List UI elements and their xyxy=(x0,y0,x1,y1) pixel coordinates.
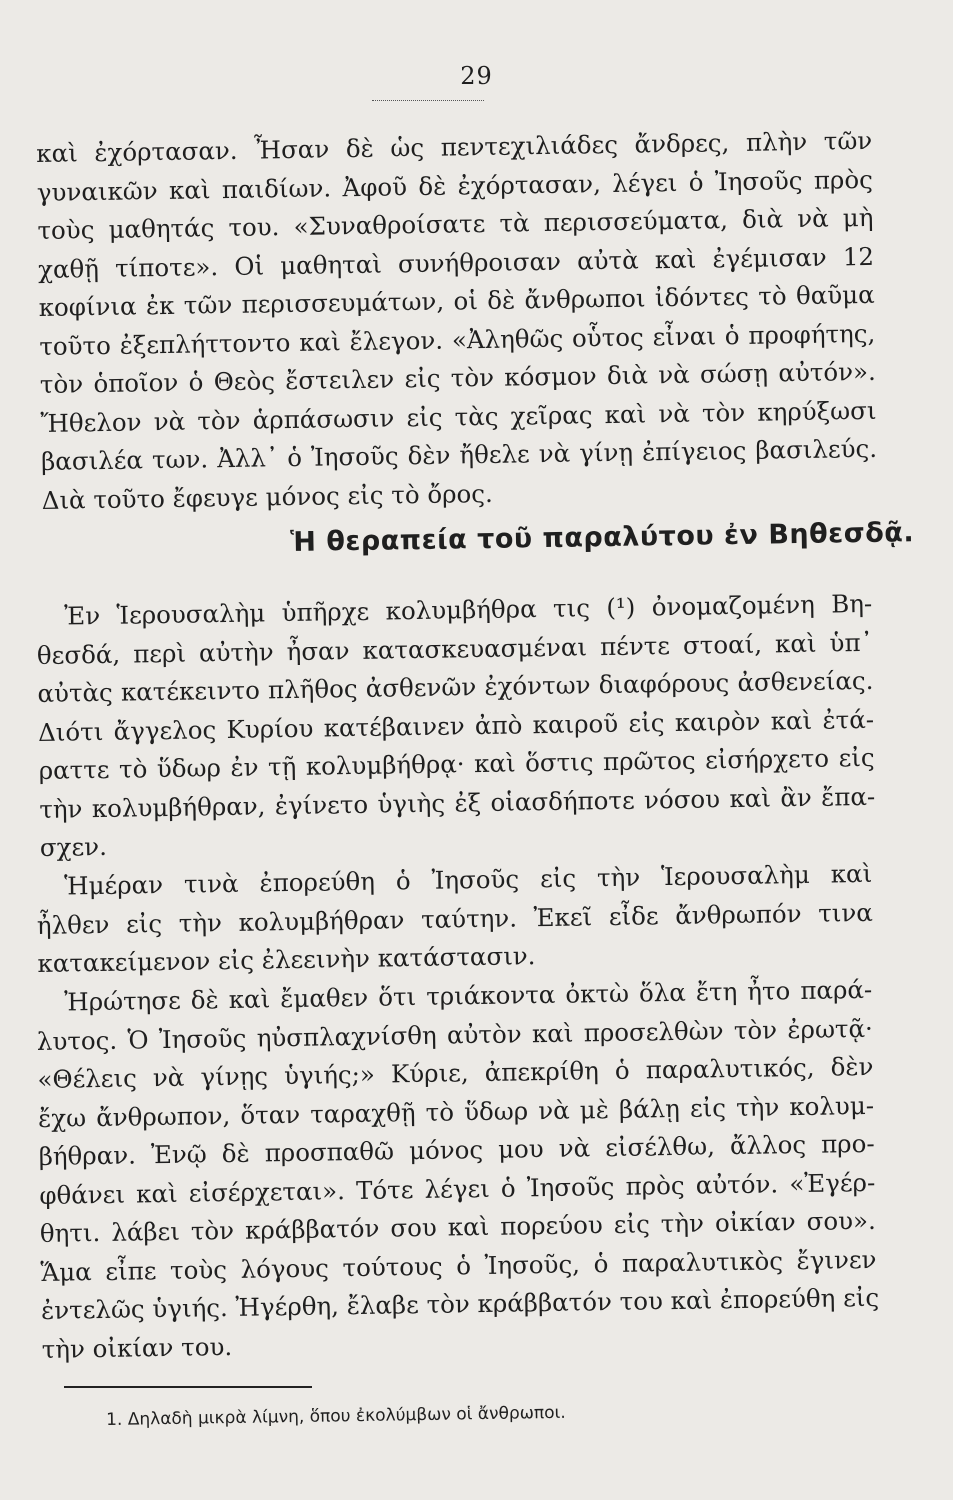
text-line: θεσδά, περὶ αὐτὴν ἦσαν κατασκευασμέναι πέντε στοαί, καὶ ὑπ᾽ xyxy=(36,627,874,670)
text-line: Ἤθελον νὰ τὸν ἁρπάσωσιν εἰς τὰς χεῖρας καὶ νὰ τὸν κηρύξωσι xyxy=(40,395,877,438)
text-line: αὐτὰς κατέκειντο πλῆθος ἀσθενῶν ἐχόντων διαφόρους ἀσθενείας. xyxy=(37,665,874,708)
text-line: χαθῇ τίποτε». Οἱ μαθηταὶ συνήθροισαν αὐτὰ καὶ ἐγέμισαν 12 xyxy=(37,241,875,284)
text-line: Ἡμέραν τινὰ ἐπορεύθη ὁ Ἰησοῦς εἰς τὴν Ἱερουσαλὴμ καὶ xyxy=(64,858,873,901)
text-line: σχεν. xyxy=(39,831,108,862)
text-line: τοὺς μαθητάς του. «Συναθροίσατε τὰ περισσεύματα, διὰ νὰ μὴ xyxy=(37,202,874,245)
paragraph-bethesda-pool xyxy=(36,585,876,868)
text-line: γυναικῶν καὶ παιδίων. Ἀφοῦ δὲ ἐχόρτασαν, λέγει ὁ Ἰησοῦς πρὸς xyxy=(36,164,874,207)
text-line: ραττε τὸ ὕδωρ ἐν τῇ κολυμβήθρᾳ· καὶ ὅστις πρῶτος εἰσήρχετο εἰς xyxy=(38,742,875,785)
paragraph-loaves-continuation xyxy=(36,122,878,520)
text-line: Ἐν Ἱερουσαλὴμ ὑπῆρχε κολυμβήθρα τις (¹) ὀνομαζομένη Βη- xyxy=(64,588,873,631)
text-line: τὴν οἰκίαν του. xyxy=(41,1331,233,1364)
section-heading: Ἡ θεραπεία τοῦ παραλύτου ἐν Βηθεσδᾷ. xyxy=(290,517,915,558)
paragraph-healing xyxy=(36,971,878,1369)
text-line: θητι. λάβει τὸν κράββατόν σου καὶ πορεύου εἰς τὴν οἰκίαν σου». xyxy=(39,1205,877,1248)
text-line: τὴν κολυμβήθραν, ἐγίνετο ὑγιὴς ἐξ οἱασδήποτε νόσου καὶ ἂν ἔπα- xyxy=(39,781,876,824)
text-line: τοῦτο ἐξεπλήττοντο καὶ ἔλεγον. «Ἀληθῶς οὗτος εἶναι ὁ προφήτης, xyxy=(39,318,876,361)
text-line: βήθραν. Ἐνῷ δὲ προσπαθῶ μόνος μου νὰ εἰσέλθω, ἄλλος προ- xyxy=(38,1128,875,1171)
text-line: Ἅμα εἶπε τοὺς λόγους τούτους ὁ Ἰησοῦς, ὁ παραλυτικὸς ἔγινεν xyxy=(40,1244,877,1287)
text-line: «Θέλεις νὰ γίνῃς ὑγιής;» Κύριε, ἀπεκρίθη ὁ παραλυτικός, δὲν xyxy=(37,1051,874,1094)
text-line: βασιλέα των. Ἀλλ᾽ ὁ Ἰησοῦς δὲν ἤθελε νὰ γίνῃ ἐπίγειος βασιλεύς. xyxy=(40,433,878,476)
text-line: Ἠρώτησε δὲ καὶ ἔμαθεν ὅτι τριάκοντα ὀκτὼ ὅλα ἔτη ἦτο παρά- xyxy=(64,974,873,1017)
text-line: ἦλθεν εἰς τὴν κολυμβήθραν ταύτην. Ἐκεῖ εἶδε ἄνθρωπόν τινα xyxy=(36,897,874,940)
text-line: καὶ ἐχόρτασαν. Ἦσαν δὲ ὡς πεντεχιλιάδες ἄνδρες, πλὴν τῶν xyxy=(36,125,873,168)
page-number: 29 xyxy=(460,62,493,90)
text-line: φθάνει καὶ εἰσέρχεται». Τότε λέγει ὁ Ἰησοῦς πρὸς αὐτόν. «Ἐγέρ- xyxy=(39,1167,876,1210)
header-dotted-rule xyxy=(372,100,484,101)
text-line: ἔχω ἄνθρωπον, ὅταν ταραχθῇ τὸ ὕδωρ νὰ μὲ βάλῃ εἰς τὴν κολυμ- xyxy=(37,1090,875,1133)
text-line: κοφίνια ἐκ τῶν περισσευμάτων, οἱ δὲ ἄνθρωποι ἰδόντες τὸ θαῦμα xyxy=(38,279,875,322)
text-line: τὸν ὁποῖον ὁ Θεὸς ἔστειλεν εἰς τὸν κόσμον διὰ νὰ σώσῃ αὐτόν». xyxy=(39,356,877,399)
text-line: Διὰ τοῦτο ἔφευγε μόνος εἰς τὸ ὄρος. xyxy=(41,478,493,515)
text-line: λυτος. Ὁ Ἰησοῦς ηὐσπλαχνίσθη αὐτὸν καὶ προσελθὼν τὸν ἐρωτᾷ· xyxy=(36,1013,874,1056)
paragraph-jesus-arrives xyxy=(36,855,874,984)
footnote: 1. Δηλαδὴ μικρὰ λίμνη, ὅπου ἐκολύμβων οἱ ἄνθρωποι. xyxy=(106,1402,566,1430)
text-line: ἐντελῶς ὑγιής. Ἠγέρθη, ἔλαβε τὸν κράββατόν του καὶ ἐπορεύθη εἰς xyxy=(40,1282,880,1325)
footnote-rule xyxy=(64,1386,312,1388)
text-line: Διότι ἄγγελος Κυρίου κατέβαινεν ἀπὸ καιροῦ εἰς καιρὸν καὶ ἐτά- xyxy=(37,704,875,747)
text-line: κατακείμενον εἰς ἐλεεινὴν κατάστασιν. xyxy=(37,941,536,978)
